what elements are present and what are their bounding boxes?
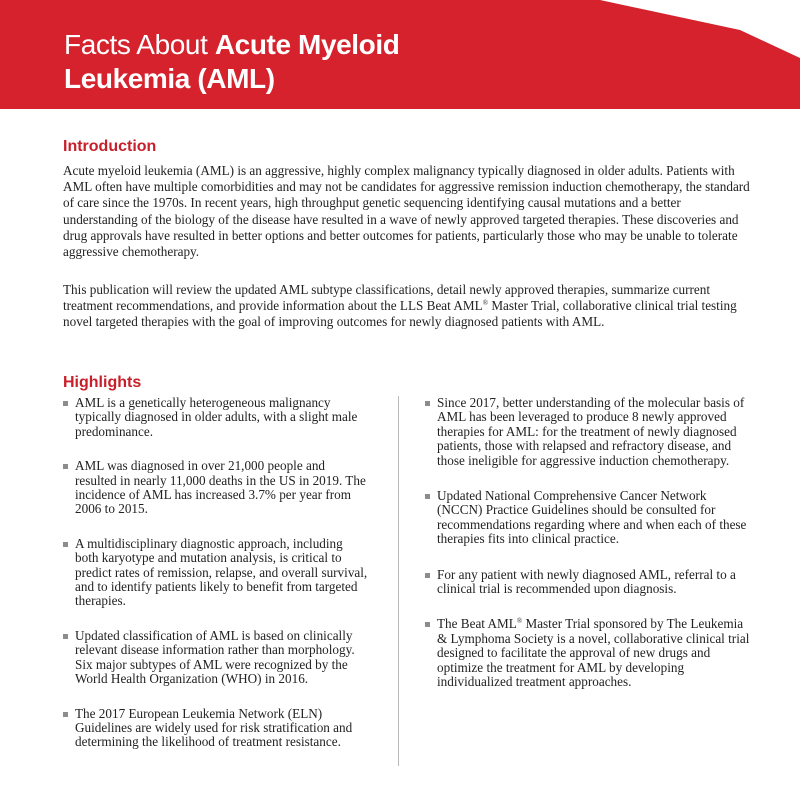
bullet-square-icon: [63, 634, 68, 639]
intro-paragraph-2: [63, 282, 753, 331]
column-divider: [398, 396, 399, 766]
page-curl-corner: [600, 0, 800, 60]
bullet-square-icon: [425, 494, 430, 499]
intro-p2-text-a: This publication will review the updated AML subtype classifications, detail newly approved therapies, summarize current treatment recommendations, and provide information about the LLS Beat AML: [63, 282, 710, 314]
highlight-text: A multidisciplinary diagnostic approach, including both karyotype and mutation analysis, is critical to predict rates of remission, relapse, and overall survival, and to identify patients likely to benefit from targeted therapies.: [75, 535, 368, 609]
highlights-heading: Highlights: [63, 374, 142, 391]
highlights-left-list: [63, 396, 368, 770]
highlight-text: AML is a genetically heterogeneous malignancy typically diagnosed in older adults, with a slight male predominance.: [75, 395, 358, 439]
highlight-item: [425, 396, 755, 468]
introduction-heading: Introduction: [63, 138, 157, 155]
bullet-square-icon: [63, 542, 68, 547]
highlight-item: [63, 459, 368, 517]
highlight-item: [63, 396, 368, 439]
title-bold: Acute Myeloid: [214, 29, 400, 60]
bullet-square-icon: [63, 712, 68, 717]
intro-p2-text-b: Master Trial, collaborative clinical trial testing novel targeted therapies with the goal of improving outcomes for newly diagnosed patients with AML.: [63, 298, 737, 330]
page-title: [64, 28, 624, 96]
highlight-text: AML was diagnosed in over 21,000 people and resulted in nearly 11,000 deaths in the US in 2019. The incidence of AML has increased 3.7% per year from 2006 to 2015.: [75, 458, 366, 517]
highlight-text-a: The Beat AML: [437, 616, 517, 632]
bullet-square-icon: [425, 622, 430, 627]
bullet-square-icon: [63, 401, 68, 406]
highlight-text: For any patient with newly diagnosed AML, referral to a clinical trial is recommended upon diagnosis.: [437, 566, 736, 597]
bullet-square-icon: [63, 464, 68, 469]
title-banner: [0, 0, 800, 109]
highlight-item: [63, 629, 368, 687]
highlight-item: [63, 707, 368, 750]
title-light: Facts About: [64, 29, 215, 60]
highlight-text: Updated classification of AML is based on clinically relevant disease information rather than morphology. Six major subtypes of AML were recognized by the World Health Organization (WHO) in 2016.: [75, 627, 355, 687]
highlight-item: [425, 568, 755, 597]
highlight-item: [425, 489, 755, 547]
highlight-text: Updated National Comprehensive Cancer Network (NCCN) Practice Guidelines should be consulted for recommendations regarding where and when each of these therapies fits into clinical practice.: [437, 488, 747, 547]
highlight-item: [63, 537, 368, 609]
highlight-text-b: Master Trial sponsored by The Leukemia & Lymphoma Society is a novel, collaborative clinical trial designed to facilitate the approval of new drugs and optimize the treatment for AML by developing individualized treatment approaches.: [437, 616, 750, 690]
registered-mark: ®: [516, 617, 523, 626]
title-line-2: Leukemia (AML): [64, 63, 275, 94]
intro-paragraph-1: Acute myeloid leukemia (AML) is an aggressive, highly complex malignancy typically diagnosed in older adults. Patients with AML often have multiple comorbidities and may not be candidates for aggressive remission induction chemotherapy, the standard of care since the 1970s. In recent years, high throughput genetic sequencing identifying causal mutations and a better understanding of the biology of the disease have resulted in a wave of newly approved targeted therapies. These discoveries and drug approvals have resulted in better options and better outcomes for patients, particularly those who may be unable to tolerate aggressive chemotherapy.: [63, 163, 750, 260]
bullet-square-icon: [425, 573, 430, 578]
registered-mark: ®: [482, 299, 489, 308]
highlight-text: The 2017 European Leukemia Network (ELN) Guidelines are widely used for risk stratification and determining the likelihood of treatment resistance.: [75, 705, 353, 750]
highlight-text: Since 2017, better understanding of the molecular basis of AML has been leveraged to produce 8 newly approved therapies for AML: for the treatment of newly diagnosed patients, those with relapsed and refractory disease, and those ineligible for aggressive induction chemotherapy.: [437, 395, 745, 468]
highlights-right-list: [425, 396, 755, 711]
bullet-square-icon: [425, 401, 430, 406]
highlight-item: [425, 617, 755, 689]
